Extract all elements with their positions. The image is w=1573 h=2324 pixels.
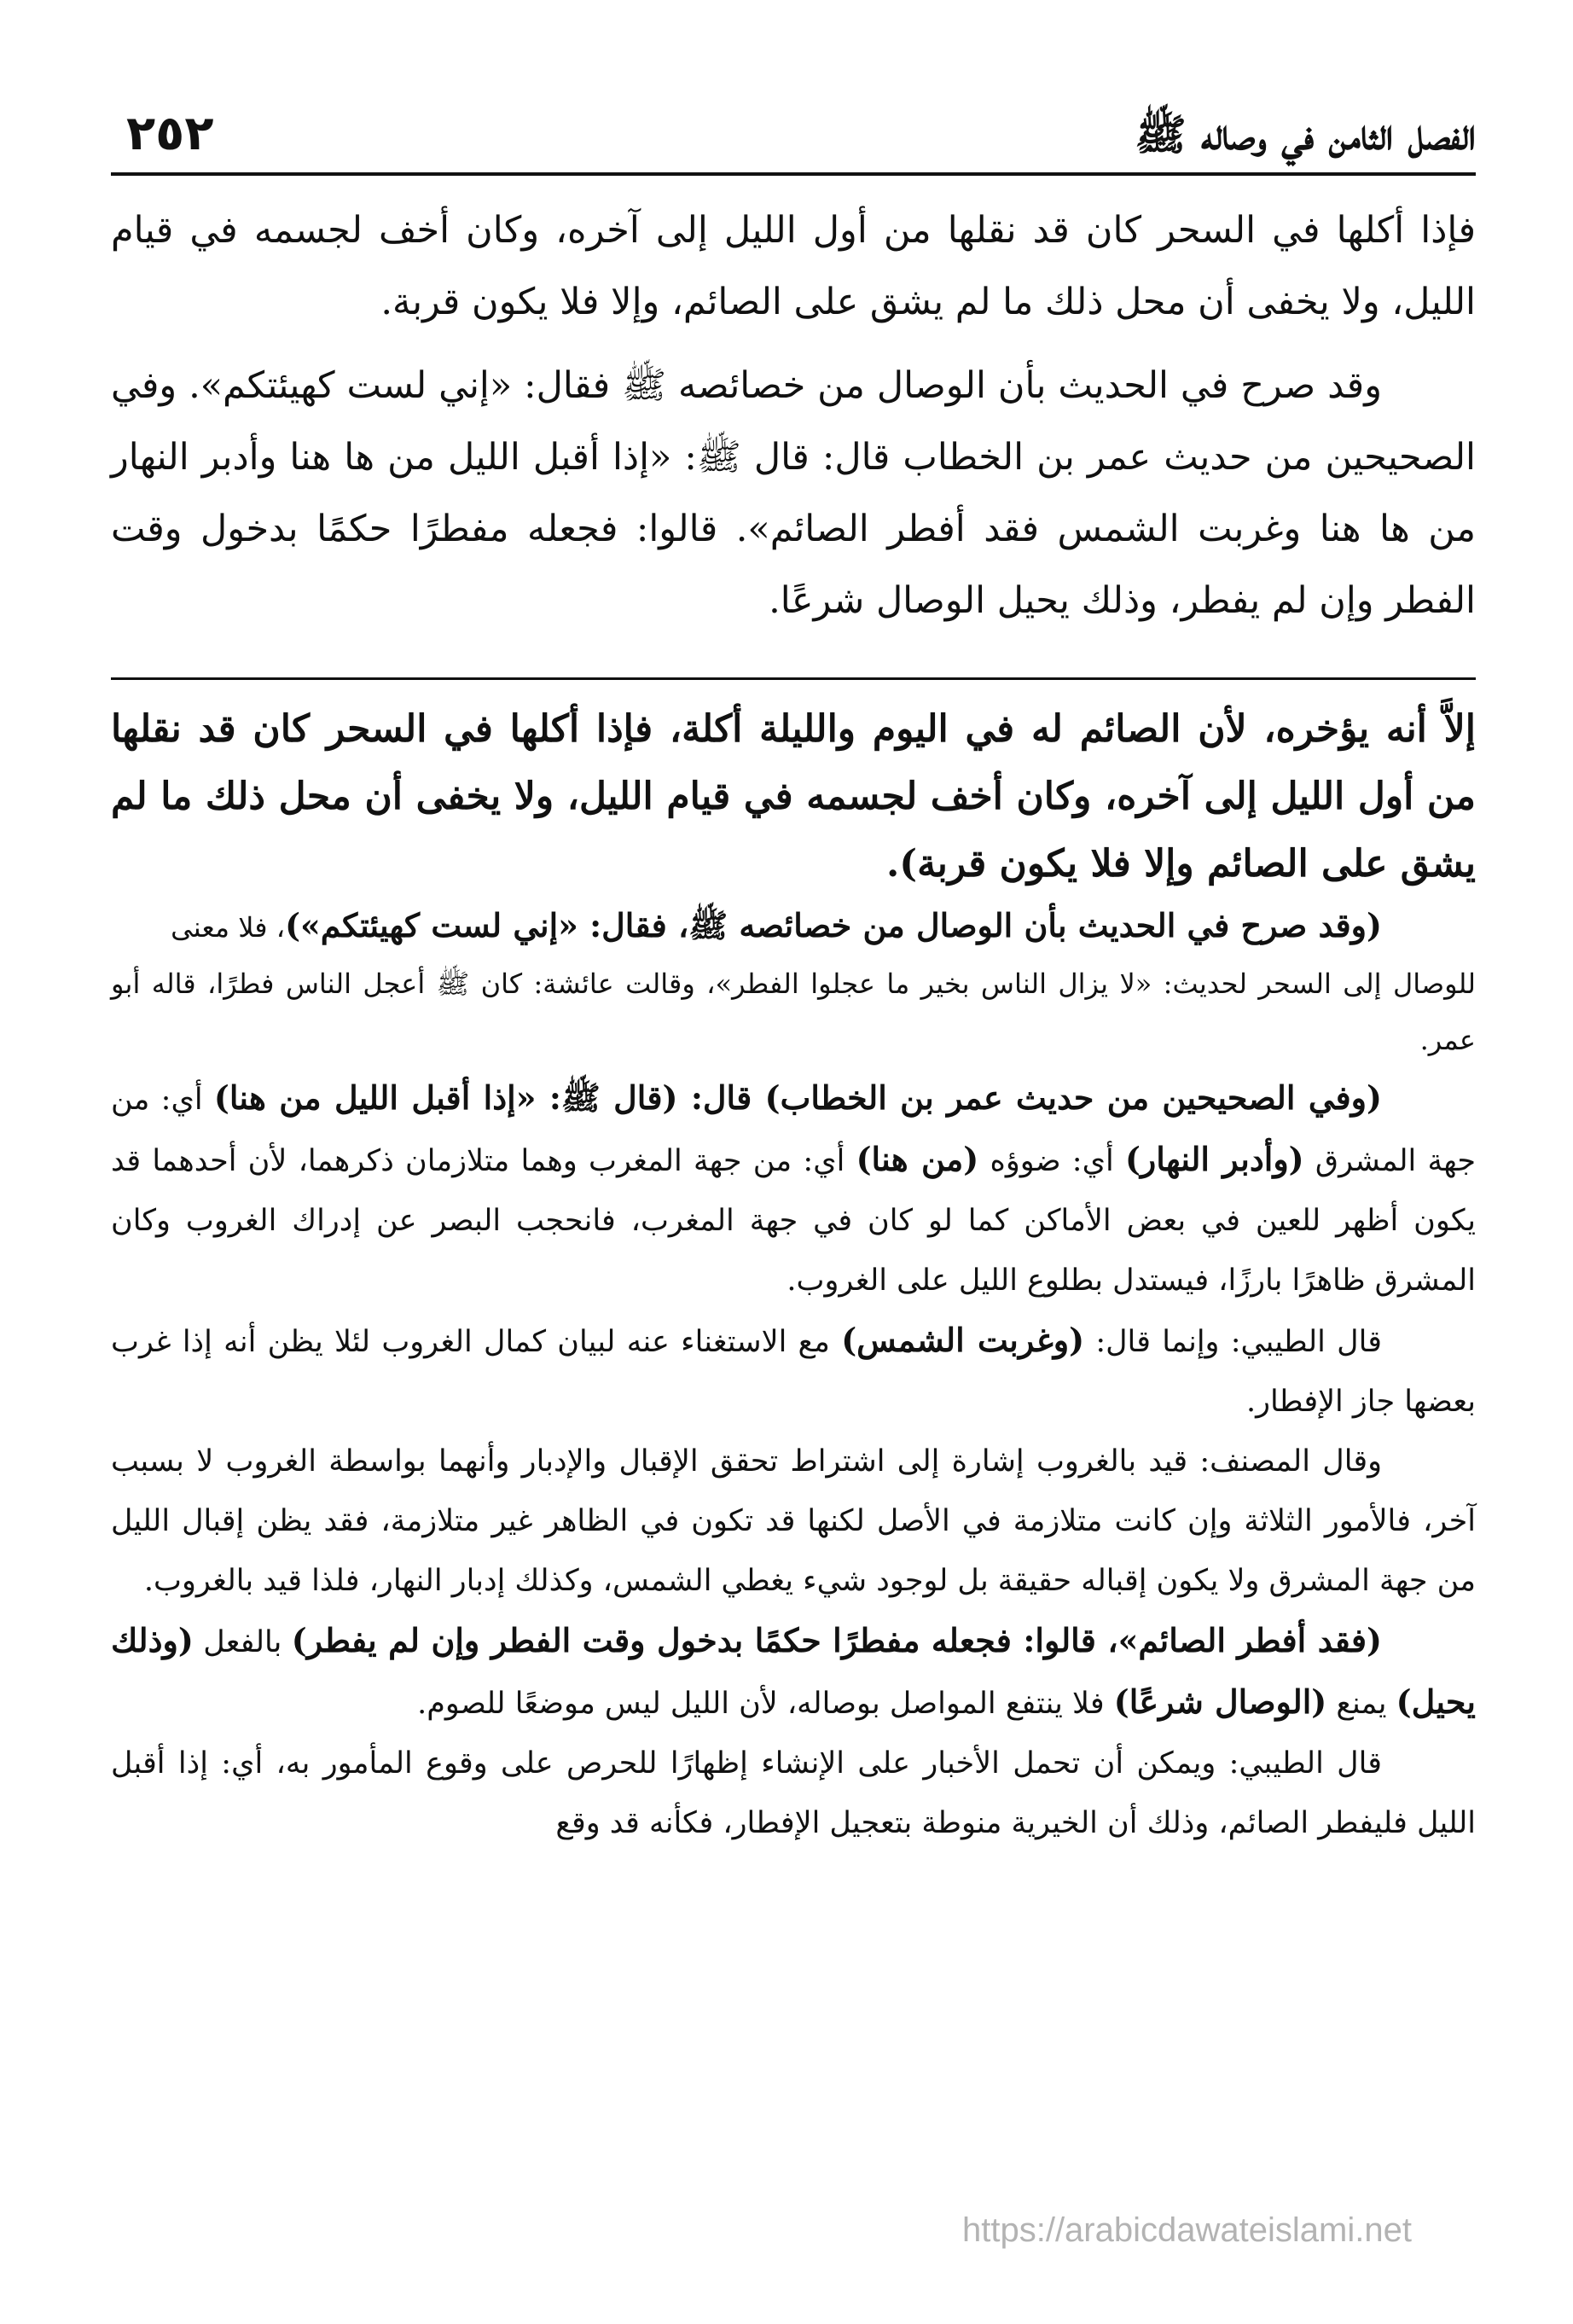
commentary-paragraph-2 bbox=[111, 898, 1476, 956]
commentary-paragraph-4 bbox=[111, 1068, 1476, 1310]
page-number: ٢٥٢ bbox=[126, 106, 214, 161]
main-text bbox=[111, 195, 1476, 636]
section-divider bbox=[111, 677, 1476, 680]
main-paragraph-2: وقد صرح في الحديث بأن الوصال من خصائصه ﷺ فقال: «إني لست كهيئتكم». وفي الصحيحين من حديث عمر بن الخطاب قال: قال ﷺ: «إذا أقبل الليل من ها هنا وأدبر النهار من ها هنا وغربت الشمس فقد أفطر الصائم». قالوا: فجعله مفطرًا حكمًا بدخول وقت الفطر وإن لم يفطر، وذلك يحيل الوصال شرعًا. bbox=[111, 364, 1476, 622]
commentary bbox=[111, 695, 1476, 1853]
commentary-quote: (وغربت الشمس) bbox=[841, 1321, 1085, 1359]
commentary-text: فلا ينتفع المواصل بوصاله، لأن الليل ليس موضعًا للصوم. bbox=[417, 1687, 1114, 1721]
commentary-paragraph-6: وقال المصنف: قيد بالغروب إشارة إلى اشتراط تحقق الإقبال والإدبار وأنهما بواسطة الغروب لا بسبب آخر، فالأمور الثلاثة وإن كانت متلازمة في الأصل لكنها قد تكون في الظاهر غير متلازمة، فقد يظن إقبال الليل من جهة المشرق ولا يكون إقباله حقيقة بل لوجود شيء يغطي الشمس، وكذلك إدبار النهار، فلذا قيد بالغروب. bbox=[111, 1444, 1476, 1598]
commentary-text: بالفعل bbox=[193, 1625, 292, 1659]
commentary-paragraph-5 bbox=[111, 1310, 1476, 1432]
commentary-text: ، فلا معنى bbox=[171, 911, 286, 944]
commentary-text: أي: من جهة المشرق bbox=[111, 1083, 1477, 1178]
commentary-quote: (وأدبر النهار) bbox=[1124, 1140, 1304, 1178]
commentary-paragraph-1: إلاَّ أنه يؤخره، لأن الصائم له في اليوم والليلة أكلة، فإذا أكلها في السحر كان قد نقلها من أول الليل إلى آخره، وكان أخف لجسمه في قيام الليل، ولا يخفى أن محل ذلك ما لم يشق على الصائم وإلا فلا يكون قربة). bbox=[111, 707, 1476, 886]
commentary-quote: (وذلك يحيل) bbox=[111, 1621, 1476, 1721]
book-page bbox=[111, 102, 1476, 2304]
running-title: الفصل الثامن في وصاله ﷺ bbox=[1135, 109, 1476, 160]
commentary-text: أي: من جهة المغرب وهما متلازمان ذكرهما، لأن أحدهما قد يكون أظهر للعين في بعض الأماكن كما لو كان في جهة المغرب، فانحجب البصر عن إدراك الغروب وكان المشرق ظاهرًا بارزًا، فيستدل بطلوع الليل على الغروب. bbox=[111, 1144, 1476, 1298]
watermark-url: https://arabicdawateislami.net bbox=[962, 2211, 1412, 2249]
commentary-quote: (وفي الصحيحين من حديث عمر بن الخطاب) قال: (قال ﷺ: «إذا أقبل الليل من هنا) bbox=[213, 1078, 1382, 1117]
commentary-paragraph-8: قال الطيبي: ويمكن أن تحمل الأخبار على الإنشاء إظهارًا للحرص على وقوع المأمور به، أي: إذا أقبل الليل فليفطر الصائم، وذلك أن الخيرية منوطة بتعجيل الإفطار، فكأنه قد وقع bbox=[111, 1746, 1476, 1840]
commentary-text: قال الطيبي: وإنما قال: bbox=[1084, 1325, 1382, 1359]
commentary-paragraph-3: للوصال إلى السحر لحديث: «لا يزال الناس بخير ما عجلوا الفطر»، وقالت عائشة: كان ﷺ أعجل الناس فطرًا، قاله أبو عمر. bbox=[111, 967, 1476, 1056]
commentary-quote: (وقد صرح في الحديث بأن الوصال من خصائصه ﷺ، فقال: «إني لست كهيئتكم») bbox=[285, 906, 1382, 944]
page-header bbox=[111, 102, 1476, 176]
main-paragraph-1: فإذا أكلها في السحر كان قد نقلها من أول الليل إلى آخره، وكان أخف لجسمه في قيام الليل، ولا يخفى أن محل ذلك ما لم يشق على الصائم، وإلا فلا يكون قربة. bbox=[111, 209, 1476, 323]
commentary-text: أي: ضوؤه bbox=[978, 1144, 1125, 1178]
commentary-paragraph-7 bbox=[111, 1611, 1476, 1734]
commentary-quote: (فقد أفطر الصائم»، قالوا: فجعله مفطرًا حكمًا بدخول وقت الفطر وإن لم يفطر) bbox=[291, 1621, 1383, 1659]
commentary-quote: (من هنا) bbox=[856, 1140, 979, 1178]
commentary-text: مع الاستغناء عنه لبيان كمال الغروب لئلا يظن أنه إذا غرب بعضها جاز الإفطار. bbox=[111, 1325, 1476, 1419]
commentary-text: يمنع bbox=[1326, 1687, 1396, 1721]
commentary-quote: (الوصال شرعًا) bbox=[1113, 1682, 1327, 1721]
